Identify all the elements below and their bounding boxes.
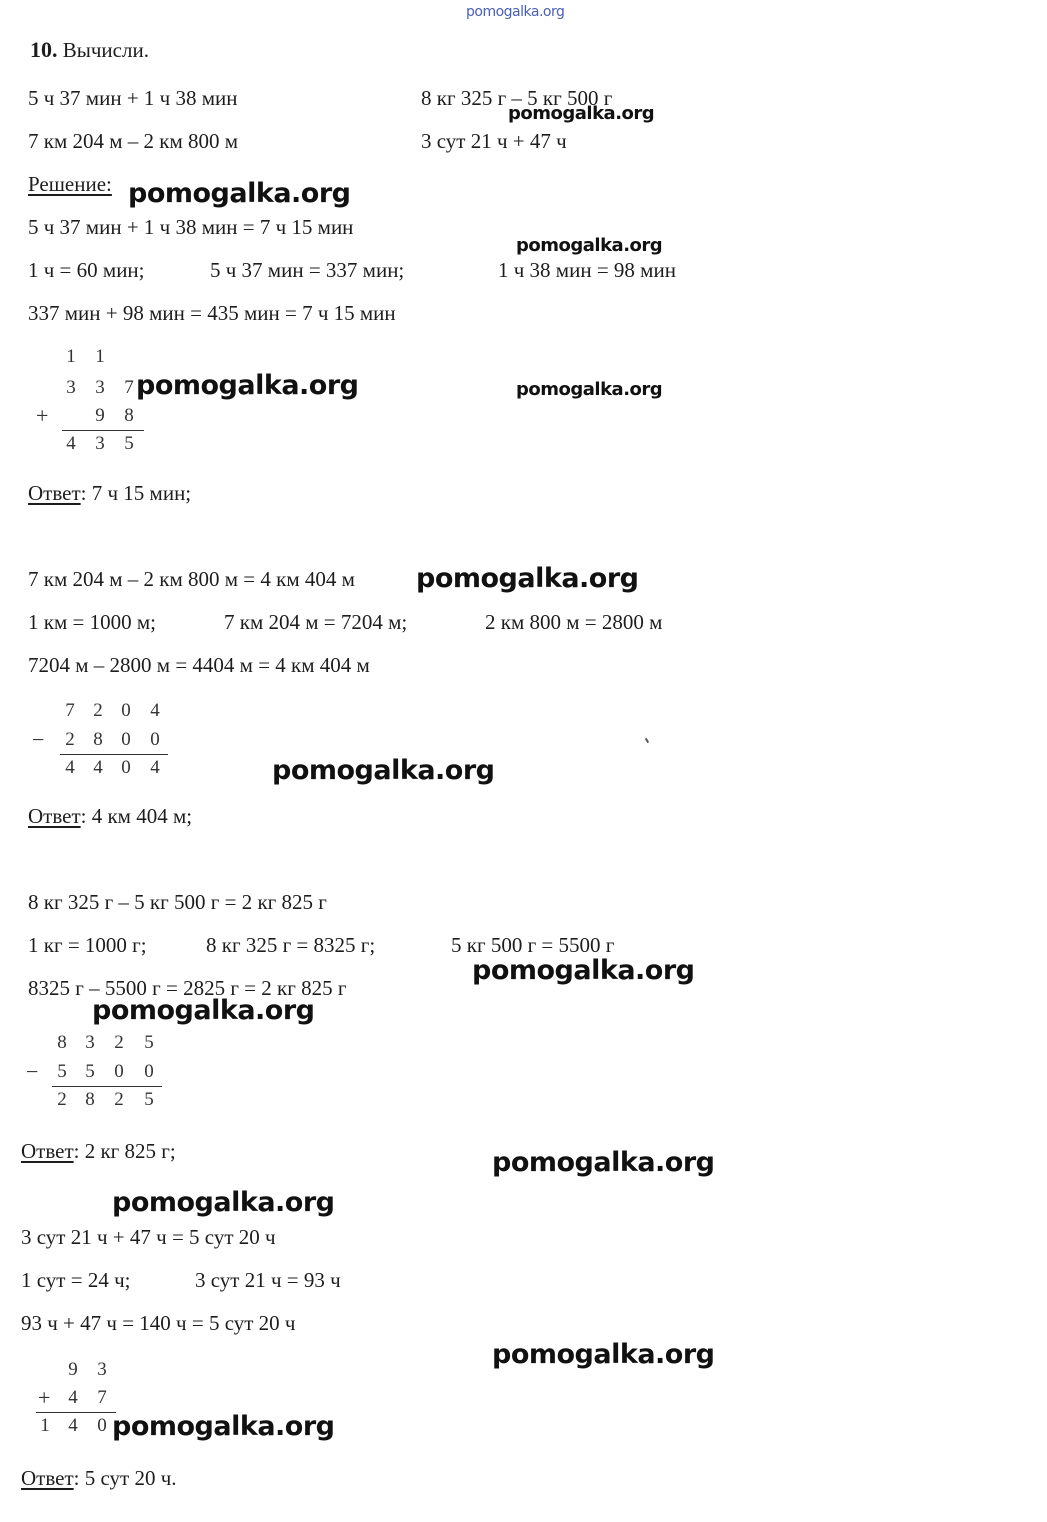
watermark: pomogalka.org xyxy=(508,103,655,124)
column-digit: 5 xyxy=(144,1032,154,1053)
column-digit: 0 xyxy=(144,1061,154,1082)
column-digit: 2 xyxy=(93,700,103,721)
column-operator: + xyxy=(36,403,49,428)
watermark: pomogalka.org xyxy=(416,563,639,594)
column-digit: 0 xyxy=(121,729,131,750)
column-digit: 5 xyxy=(57,1061,67,1082)
column-digit: 5 xyxy=(85,1061,95,1082)
column-digit: 4 xyxy=(150,700,160,721)
task-expression: 8 кг 325 г – 5 кг 500 г xyxy=(421,86,613,110)
column-digit: 8 xyxy=(124,405,134,426)
result-digit: 5 xyxy=(144,1089,154,1110)
stray-mark xyxy=(645,738,649,743)
column-rule xyxy=(62,430,144,431)
watermark: pomogalka.org xyxy=(516,235,663,256)
answer-line xyxy=(21,1466,177,1490)
result-digit: 5 xyxy=(124,433,134,454)
task-number: 10. xyxy=(30,37,58,62)
result-digit: 3 xyxy=(95,433,105,454)
column-digit: 3 xyxy=(97,1359,107,1380)
column-digit: 0 xyxy=(114,1061,124,1082)
result-digit: 4 xyxy=(66,433,76,454)
watermark: pomogalka.org xyxy=(472,955,695,986)
result-digit: 4 xyxy=(65,757,75,778)
result-digit: 2 xyxy=(114,1089,124,1110)
conversion-text: 1 кг = 1000 г; xyxy=(28,933,147,957)
column-digit: 0 xyxy=(121,700,131,721)
column-operator: − xyxy=(32,727,45,752)
result-digit: 4 xyxy=(150,757,160,778)
solution-equation: 5 ч 37 мин + 1 ч 38 мин = 7 ч 15 мин xyxy=(28,215,354,239)
result-digit: 2 xyxy=(57,1089,67,1110)
answer-line xyxy=(21,1139,176,1163)
solution-equation: 8 кг 325 г – 5 кг 500 г = 2 кг 825 г xyxy=(28,890,327,914)
calculation-text: 337 мин + 98 мин = 435 мин = 7 ч 15 мин xyxy=(28,301,396,325)
result-digit: 0 xyxy=(121,757,131,778)
answer-label: Ответ xyxy=(21,1466,74,1490)
conversion-text: 1 ч = 60 мин; xyxy=(28,258,145,282)
conversion-text: 7 км 204 м = 7204 м; xyxy=(224,610,408,634)
column-digit: 3 xyxy=(95,377,105,398)
column-digit: 7 xyxy=(124,377,134,398)
column-rule xyxy=(60,754,168,755)
conversion-text: 3 сут 21 ч = 93 ч xyxy=(195,1268,341,1292)
column-operator: + xyxy=(38,1385,51,1410)
task-instruction: Вычисли. xyxy=(62,38,149,62)
conversion-text: 2 км 800 м = 2800 м xyxy=(485,610,663,634)
column-digit: 2 xyxy=(65,729,75,750)
column-digit: 2 xyxy=(114,1032,124,1053)
watermark: pomogalka.org xyxy=(492,1147,715,1178)
column-digit: 9 xyxy=(95,405,105,426)
answer-label: Ответ xyxy=(28,804,81,828)
column-digit: 0 xyxy=(150,729,160,750)
column-digit: 8 xyxy=(57,1032,67,1053)
answer-value: : 4 км 404 м; xyxy=(80,804,193,828)
site-watermark-top: pomogalka.org xyxy=(466,4,565,20)
carry-digit: 1 xyxy=(95,346,105,367)
watermark: pomogalka.org xyxy=(136,370,359,401)
column-operator: − xyxy=(26,1059,39,1084)
answer-value: : 2 кг 825 г; xyxy=(73,1139,176,1163)
watermark: pomogalka.org xyxy=(112,1411,335,1442)
column-digit: 3 xyxy=(85,1032,95,1053)
column-rule xyxy=(36,1412,116,1413)
conversion-text: 1 сут = 24 ч; xyxy=(21,1268,131,1292)
answer-value: : 7 ч 15 мин; xyxy=(80,481,192,505)
column-digit: 7 xyxy=(65,700,75,721)
column-digit: 3 xyxy=(66,377,76,398)
task-heading xyxy=(30,38,149,62)
conversion-text: 1 км = 1000 м; xyxy=(28,610,156,634)
column-rule xyxy=(52,1086,162,1087)
result-digit: 4 xyxy=(68,1415,78,1436)
task-expression: 5 ч 37 мин + 1 ч 38 мин xyxy=(28,86,238,110)
column-digit: 8 xyxy=(93,729,103,750)
answer-label: Ответ xyxy=(21,1139,74,1163)
watermark: pomogalka.org xyxy=(492,1339,715,1370)
answer-line xyxy=(28,804,192,828)
answer-value: : 5 сут 20 ч. xyxy=(73,1466,177,1490)
watermark: pomogalka.org xyxy=(516,379,663,400)
result-digit: 4 xyxy=(93,757,103,778)
calculation-text: 8325 г – 5500 г = 2825 г = 2 кг 825 г xyxy=(28,976,347,1000)
conversion-text: 8 кг 325 г = 8325 г; xyxy=(206,933,376,957)
calculation-text: 93 ч + 47 ч = 140 ч = 5 сут 20 ч xyxy=(21,1311,296,1335)
solution-equation: 3 сут 21 ч + 47 ч = 5 сут 20 ч xyxy=(21,1225,276,1249)
answer-line xyxy=(28,481,191,505)
watermark: pomogalka.org xyxy=(92,995,315,1026)
answer-label: Ответ xyxy=(28,481,81,505)
column-digit: 9 xyxy=(68,1359,78,1380)
column-digit: 7 xyxy=(97,1387,107,1408)
solution-equation: 7 км 204 м – 2 км 800 м = 4 км 404 м xyxy=(28,567,355,591)
column-digit: 4 xyxy=(68,1387,78,1408)
result-digit: 8 xyxy=(85,1089,95,1110)
calculation-text: 7204 м – 2800 м = 4404 м = 4 км 404 м xyxy=(28,653,370,677)
result-digit: 0 xyxy=(97,1415,107,1436)
carry-digit: 1 xyxy=(66,346,76,367)
conversion-text: 5 ч 37 мин = 337 мин; xyxy=(210,258,405,282)
task-expression: 3 сут 21 ч + 47 ч xyxy=(421,129,567,153)
watermark: pomogalka.org xyxy=(112,1187,335,1218)
task-expression: 7 км 204 м – 2 км 800 м xyxy=(28,129,239,153)
conversion-text: 1 ч 38 мин = 98 мин xyxy=(498,258,676,282)
solution-label: Решение: xyxy=(28,172,112,196)
conversion-text: 5 кг 500 г = 5500 г xyxy=(451,933,615,957)
watermark: pomogalka.org xyxy=(272,755,495,786)
result-digit: 1 xyxy=(40,1415,50,1436)
watermark: pomogalka.org xyxy=(128,178,351,209)
